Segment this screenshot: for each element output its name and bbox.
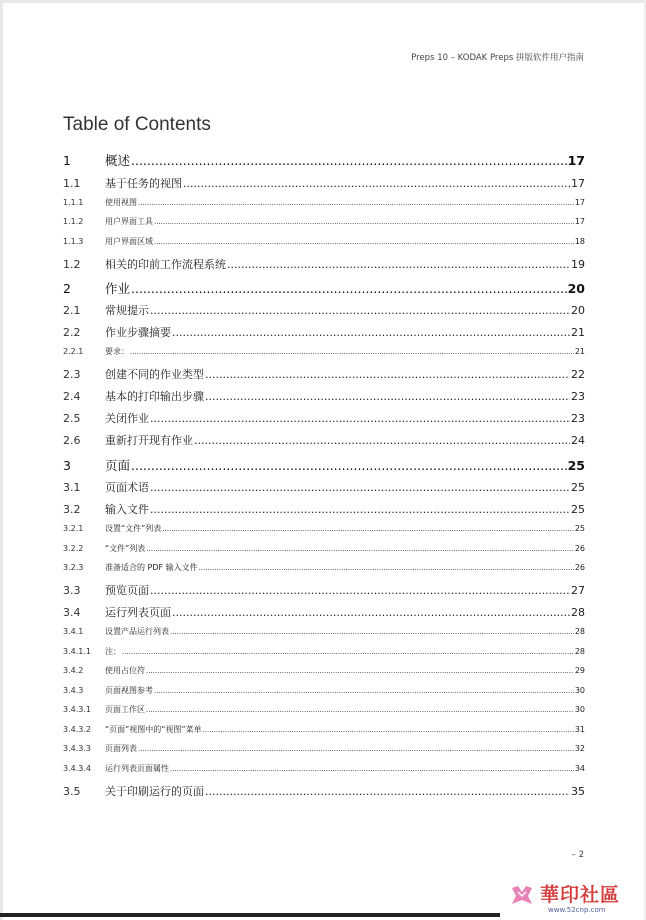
toc-entry-page: 34 bbox=[574, 764, 585, 773]
toc-leader-dots bbox=[150, 412, 570, 425]
toc-entry-number: 3.3 bbox=[63, 584, 81, 597]
toc-leader-dots bbox=[154, 238, 574, 246]
toc-leader-dots bbox=[199, 564, 574, 572]
toc-entry-page: 32 bbox=[574, 744, 585, 753]
toc-entry[interactable] bbox=[63, 256, 585, 272]
toc-entry[interactable] bbox=[63, 626, 585, 637]
toc-entry-number: 3.4.3.4 bbox=[63, 764, 91, 773]
toc-entry-page: 30 bbox=[574, 686, 585, 695]
toc-entry[interactable] bbox=[63, 456, 585, 474]
toc-leader-dots bbox=[150, 481, 570, 494]
toc-leader-dots bbox=[172, 606, 570, 619]
toc-entry-label: 页面视图参考 bbox=[105, 686, 153, 695]
toc-entry-number: 3 bbox=[63, 458, 71, 473]
toc-entry-page: 25 bbox=[571, 503, 585, 516]
toc-entry[interactable] bbox=[63, 216, 585, 227]
toc-leader-dots bbox=[205, 785, 570, 798]
watermark bbox=[508, 880, 638, 916]
toc-entry[interactable] bbox=[63, 562, 585, 573]
toc-entry-page: 25 bbox=[567, 458, 585, 473]
toc-entry[interactable] bbox=[63, 582, 585, 598]
page-left-border bbox=[0, 0, 3, 920]
toc-entry-page: 20 bbox=[567, 281, 585, 296]
toc-entry[interactable] bbox=[63, 783, 585, 799]
toc-entry-page: 30 bbox=[574, 705, 585, 714]
toc-entry[interactable] bbox=[63, 366, 585, 382]
toc-leader-dots bbox=[154, 687, 574, 695]
toc-leader-dots bbox=[194, 434, 570, 447]
toc-entry[interactable] bbox=[63, 523, 585, 534]
toc-entry-page: 23 bbox=[571, 390, 585, 403]
toc-entry-number: 1.1 bbox=[63, 177, 81, 190]
toc-entry-page: 19 bbox=[571, 258, 585, 271]
toc-entry-number: 3.4.3.3 bbox=[63, 744, 91, 753]
toc-entry-number: 2.6 bbox=[63, 434, 81, 447]
toc-leader-dots bbox=[162, 525, 574, 533]
toc-entry-number: 3.2.1 bbox=[63, 524, 84, 533]
toc-leader-dots bbox=[203, 726, 574, 734]
toc-entry-label: 使用占位符 bbox=[105, 666, 145, 675]
toc-entry[interactable] bbox=[63, 410, 585, 426]
toc-leader-dots bbox=[205, 390, 570, 403]
toc-entry-page: 20 bbox=[571, 304, 585, 317]
toc-entry-label: 预览页面 bbox=[105, 584, 149, 597]
toc-entry-number: 3.4.3.2 bbox=[63, 725, 91, 734]
toc-entry-page: 17 bbox=[571, 177, 585, 190]
toc-entry-label: 准备适合的 PDF 输入文件 bbox=[105, 563, 198, 572]
toc-entry-page: 17 bbox=[567, 153, 585, 168]
toc-entry-number: 2.5 bbox=[63, 412, 81, 425]
toc-entry[interactable] bbox=[63, 175, 585, 191]
toc-entry-number: 3.4.1.1 bbox=[63, 647, 91, 656]
toc-entry[interactable] bbox=[63, 324, 585, 340]
toc-leader-dots bbox=[227, 258, 570, 271]
toc-entry-number: 1.1.3 bbox=[63, 237, 84, 246]
toc-entry-page: 22 bbox=[571, 368, 585, 381]
toc-entry-label: 用户界面工具 bbox=[105, 217, 153, 226]
toc-entry-page: 28 bbox=[571, 606, 585, 619]
toc-entry[interactable] bbox=[63, 743, 585, 754]
toc-entry-label: 页面工作区 bbox=[105, 705, 145, 714]
toc-leader-dots bbox=[170, 765, 574, 773]
toc-entry-number: 1 bbox=[63, 153, 71, 168]
toc-entry-label: 创建不同的作业类型 bbox=[105, 368, 204, 381]
toc-entry-label: 基本的打印输出步骤 bbox=[105, 390, 204, 403]
toc-entry[interactable] bbox=[63, 646, 585, 657]
toc-entry-label: 作业步骤摘要 bbox=[105, 326, 171, 339]
toc-entry[interactable] bbox=[63, 236, 585, 247]
toc-entry-page: 26 bbox=[574, 544, 585, 553]
toc-entry-number: 3.4.2 bbox=[63, 666, 84, 675]
toc-entry[interactable] bbox=[63, 763, 585, 774]
toc-entry-label: 重新打开现有作业 bbox=[105, 434, 193, 447]
toc-entry-number: 3.2.2 bbox=[63, 544, 84, 553]
toc-entry-number: 3.2 bbox=[63, 503, 81, 516]
watermark-text: 華印社區 bbox=[540, 884, 621, 906]
toc-leader-dots bbox=[150, 304, 570, 317]
toc-entry-number: 3.5 bbox=[63, 785, 81, 798]
toc-entry-label: 运行列表页面属性 bbox=[105, 764, 169, 773]
toc-leader-dots bbox=[138, 745, 574, 753]
toc-entry-label: 页面列表 bbox=[105, 744, 137, 753]
toc-entry-page: 17 bbox=[574, 198, 585, 207]
toc-entry[interactable] bbox=[63, 543, 585, 554]
toc-leader-dots bbox=[150, 584, 570, 597]
toc-title: Table of Contents bbox=[63, 114, 211, 135]
toc-leader-dots bbox=[150, 503, 570, 516]
toc-entry-label: 输入文件 bbox=[105, 503, 149, 516]
page-top-border bbox=[0, 0, 646, 3]
toc-entry-page: 26 bbox=[574, 563, 585, 572]
toc-entry-number: 2.4 bbox=[63, 390, 81, 403]
toc-entry[interactable] bbox=[63, 279, 585, 297]
toc-entry-label: 关闭作业 bbox=[105, 412, 149, 425]
toc-entry-label: 运行列表页面 bbox=[105, 606, 171, 619]
toc-entry-number: 1.1.1 bbox=[63, 198, 84, 207]
toc-entry[interactable] bbox=[63, 685, 585, 696]
toc-entry-page: 24 bbox=[571, 434, 585, 447]
toc-entry-label: 注： bbox=[105, 647, 121, 656]
toc-entry-number: 2.2 bbox=[63, 326, 81, 339]
toc-entry-page: 35 bbox=[571, 785, 585, 798]
toc-entry-label: “页面”视图中的“视图”菜单 bbox=[105, 725, 202, 734]
toc-entry[interactable] bbox=[63, 704, 585, 715]
toc-entry-label: 常规提示 bbox=[105, 304, 149, 317]
toc-leader-dots bbox=[183, 177, 570, 190]
toc-entry-page: 28 bbox=[574, 627, 585, 636]
toc-leader-dots bbox=[172, 326, 570, 339]
toc-leader-dots bbox=[154, 218, 574, 226]
toc-entry-label: 要求： bbox=[105, 347, 129, 356]
toc-entry-number: 3.2.3 bbox=[63, 563, 84, 572]
toc-entry-page: 25 bbox=[571, 481, 585, 494]
toc-entry-page: 29 bbox=[574, 666, 585, 675]
toc-entry-page: 21 bbox=[571, 326, 585, 339]
toc-entry[interactable] bbox=[63, 346, 585, 357]
toc-entry[interactable] bbox=[63, 501, 585, 517]
toc-entry-label: 概述 bbox=[105, 153, 131, 168]
toc-entry[interactable] bbox=[63, 388, 585, 404]
toc-leader-dots bbox=[138, 199, 574, 207]
toc-entry-label: “文件”列表 bbox=[105, 544, 146, 553]
toc-entry-label: 设置“文件”列表 bbox=[105, 524, 162, 533]
toc-entry-page: 18 bbox=[574, 237, 585, 246]
toc-entry[interactable] bbox=[63, 432, 585, 448]
toc-entry-number: 2.2.1 bbox=[63, 347, 84, 356]
toc-entry-page: 28 bbox=[574, 647, 585, 656]
toc-entry-number: 3.4.1 bbox=[63, 627, 84, 636]
toc-entry[interactable] bbox=[63, 604, 585, 620]
toc-entry-number: 2 bbox=[63, 281, 71, 296]
toc-entry-number: 1.1.2 bbox=[63, 217, 84, 226]
toc-entry-page: 31 bbox=[574, 725, 585, 734]
toc-entry-number: 3.4 bbox=[63, 606, 81, 619]
toc-leader-dots bbox=[131, 153, 567, 168]
toc-entry-label: 基于任务的视图 bbox=[105, 177, 182, 190]
toc-entry-number: 2.3 bbox=[63, 368, 81, 381]
toc-entry-label: 使用视图 bbox=[105, 198, 137, 207]
toc-entry-number: 1.2 bbox=[63, 258, 81, 271]
toc-entry[interactable] bbox=[63, 151, 585, 169]
toc-entry[interactable] bbox=[63, 302, 585, 318]
watermark-url: www.52cnp.com bbox=[548, 906, 606, 914]
toc-leader-dots bbox=[146, 706, 574, 714]
page-number: – 2 bbox=[571, 850, 584, 860]
toc-leader-dots bbox=[122, 648, 574, 656]
toc-entry-label: 设置产品运行列表 bbox=[105, 627, 169, 636]
toc-entry-number: 3.4.3.1 bbox=[63, 705, 91, 714]
toc-entry-label: 关于印刷运行的页面 bbox=[105, 785, 204, 798]
toc-entry-page: 25 bbox=[574, 524, 585, 533]
toc-entry-number: 3.1 bbox=[63, 481, 81, 494]
toc-entry-page: 23 bbox=[571, 412, 585, 425]
watermark-logo-icon bbox=[508, 882, 536, 910]
toc-leader-dots bbox=[131, 281, 567, 296]
toc-entry-label: 相关的印前工作流程系统 bbox=[105, 258, 226, 271]
toc-leader-dots bbox=[170, 628, 574, 636]
toc-leader-dots bbox=[146, 667, 574, 675]
toc-entry[interactable] bbox=[63, 724, 585, 735]
toc-entry-number: 2.1 bbox=[63, 304, 81, 317]
toc-leader-dots bbox=[131, 458, 567, 473]
toc-entry-label: 作业 bbox=[105, 281, 131, 296]
toc-entry[interactable] bbox=[63, 479, 585, 495]
toc-leader-dots bbox=[146, 545, 574, 553]
toc-entry-number: 3.4.3 bbox=[63, 686, 84, 695]
toc-entry-label: 页面 bbox=[105, 458, 131, 473]
toc-leader-dots bbox=[130, 348, 574, 356]
toc-entry[interactable] bbox=[63, 197, 585, 208]
toc-entry-label: 用户界面区域 bbox=[105, 237, 153, 246]
toc-entry[interactable] bbox=[63, 665, 585, 676]
toc-entry-page: 27 bbox=[571, 584, 585, 597]
running-header: Preps 10 – KODAK Preps 拼版软件用户指南 bbox=[411, 53, 584, 63]
toc-leader-dots bbox=[205, 368, 570, 381]
bottom-bar bbox=[0, 913, 500, 917]
toc-entry-page: 21 bbox=[574, 347, 585, 356]
toc-entry-label: 页面术语 bbox=[105, 481, 149, 494]
toc-entry-page: 17 bbox=[574, 217, 585, 226]
